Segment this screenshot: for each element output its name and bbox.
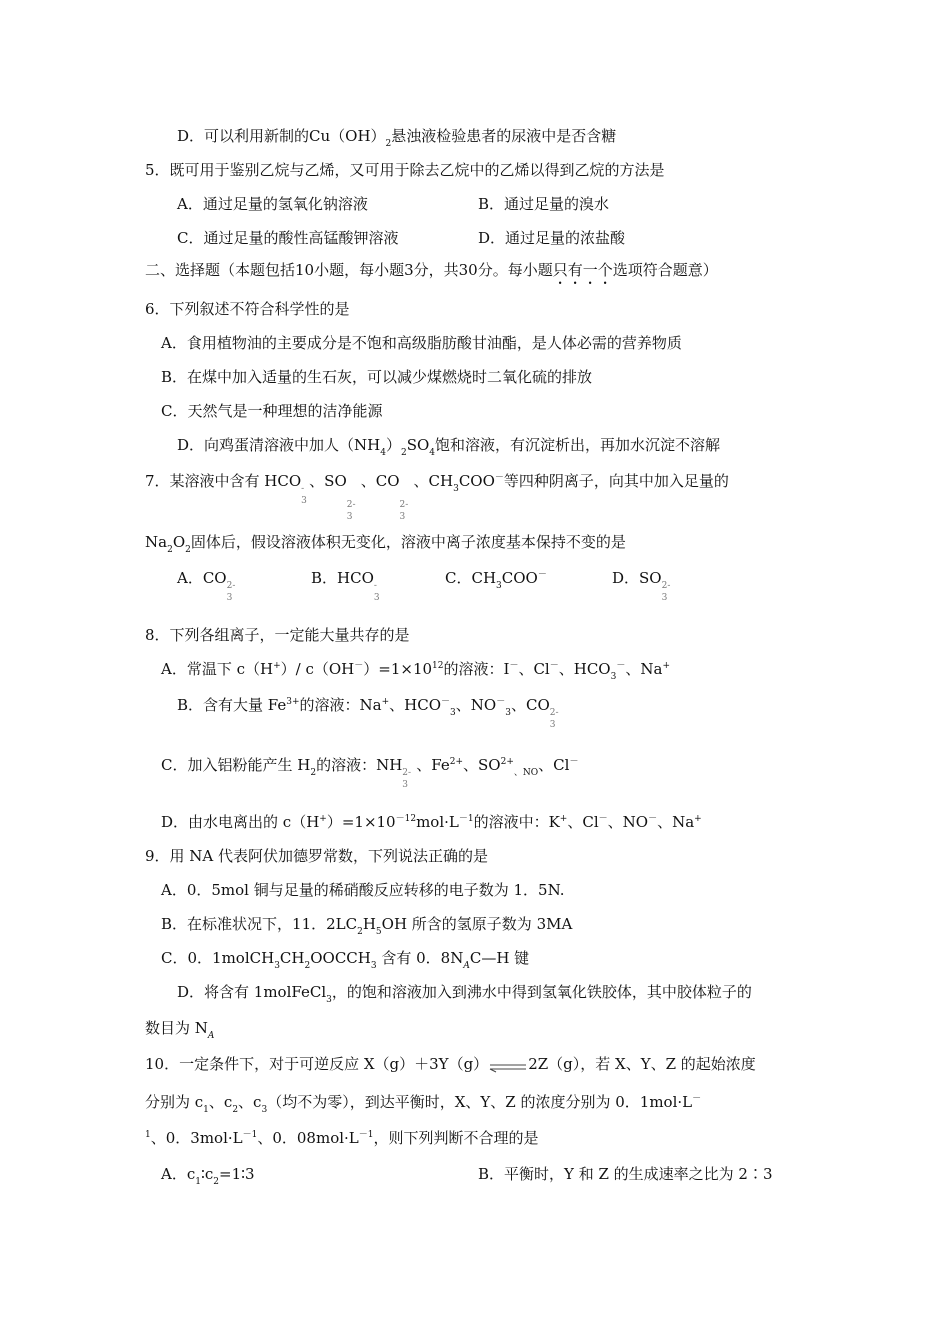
question-5: 5．既可用于鉴别乙烷与乙烯，又可用于除去乙烷中的乙烯以得到乙烷的方法是 — [145, 161, 665, 179]
question-7: 7．某溶液中含有 HCO - 3 、SO 2- 3 、CO 2- 3 、$CH_3COO^-$等四种阴离子，向其中加入足量的 — [145, 472, 729, 522]
option-7b: B．HCO - 3 — [311, 569, 380, 603]
question-10-cont1: 分别为 $c_1$、$c_2$、$c_3$（均不为零），到达平衡时，X、Y、Z 的浓度分别为 0．1mol·L－ — [145, 1093, 702, 1115]
option-9d: D．将含有 1molFeCl$_3$，的饱和溶液加入到沸水中得到氢氧化铁胶体，其中胶体粒子的 — [177, 983, 752, 1005]
option-9b: B．在标准状况下，11．$2LC_2H_5OH$ 所含的氢原子数为 3MA — [161, 915, 573, 937]
option-9d-cont: 数目为 $N_A$ — [145, 1019, 215, 1041]
question-10-cont2: $^1$、0．$3mol\cdot L^{-1}$、0．$08mol\cdot L^{-1}$，则下列判断不合理的是 — [145, 1129, 539, 1147]
option-6a: A．食用植物油的主要成分是不饱和高级脂肪酸甘油酯，是人体必需的营养物质 — [161, 334, 682, 352]
option-6c: C．天然气是一种理想的洁净能源 — [161, 402, 383, 420]
option-9c: C．0．$1molCH_3CH_2OOCCH_3$ 含有 0．$8N_AC—H$ 键 — [161, 949, 530, 971]
option-6d: D．向鸡蛋清溶液中加人$(NH_4)_2SO_4$饱和溶液，有沉淀析出，再加水沉淀不溶解 — [177, 436, 721, 458]
option-4d: D．可以利用新制的$Cu(OH)_2$悬浊液检验患者的尿液中是否含糖 — [177, 127, 617, 149]
option-9a: A．0．5mol 铜与足量的稀硝酸反应转移的电子数为 1．5N. — [161, 881, 565, 899]
option-5b: B．通过足量的溴水 — [478, 195, 610, 213]
option-5a: A．通过足量的氢氧化钠溶液 — [177, 195, 368, 213]
option-5c: C．通过足量的酸性高锰酸钾溶液 — [177, 229, 399, 247]
option-8a: A．常温下 c（H+）/ $c(OH^-)=1\times 10^{12}$的溶液：I－、Cl－、$HCO_3^-$、Na+ — [161, 660, 670, 682]
section-2-heading: 二、选择题（本题包括10小题，每小题3分，共30分。每小题只有一个选项符合题意） — [145, 261, 718, 279]
reversible-arrow-icon — [488, 1058, 528, 1072]
option-8d: D．由水电离出的 $c(H^+)=1\times 10^{-12}mol\cdot L^{-1}$的溶液中：K+、Cl－、NO－、Na+ — [161, 813, 702, 831]
option-7c: C．$CH_3COO^-$ — [445, 569, 547, 591]
option-5d: D．通过足量的浓盐酸 — [478, 229, 626, 247]
option-7d: D．SO 2- 3 — [612, 569, 671, 603]
question-6: 6．下列叙述不符合科学性的是 — [145, 300, 350, 318]
question-7-cont: $Na_2O_2$固体后，假设溶液体积无变化，溶液中离子浓度基本保持不变的是 — [145, 533, 626, 555]
option-10b: B．平衡时，Y 和 Z 的生成速率之比为 2∶3 — [478, 1165, 773, 1183]
option-8b: B．含有大量 $Fe^{3+}$的溶液：Na+、$HCO^-_3$、$NO^-_3$、CO 2- 3 — [177, 696, 559, 730]
option-10a: A．$c_1∶c_2=1∶3$ — [161, 1165, 255, 1187]
question-9: 9．用 NA 代表阿伏加德罗常数，下列说法正确的是 — [145, 847, 489, 865]
question-8: 8．下列各组离子，一定能大量共存的是 — [145, 626, 410, 644]
option-8c: C．加入铝粉能产生 $H_2$的溶液：NH 2- 3 、$Fe^{2+}$、$SO^{2+}_{、NO}$、Cl－ — [161, 756, 579, 790]
question-10: 10．一定条件下，对于可逆反应 X（g）＋3Y（g） 2Z（g），若 X、Y、Z 的起始浓度 — [145, 1055, 756, 1073]
option-6b: B．在煤中加入适量的生石灰，可以减少煤燃烧时二氧化硫的排放 — [161, 368, 593, 386]
option-7a: A．CO 2- 3 — [177, 569, 236, 603]
